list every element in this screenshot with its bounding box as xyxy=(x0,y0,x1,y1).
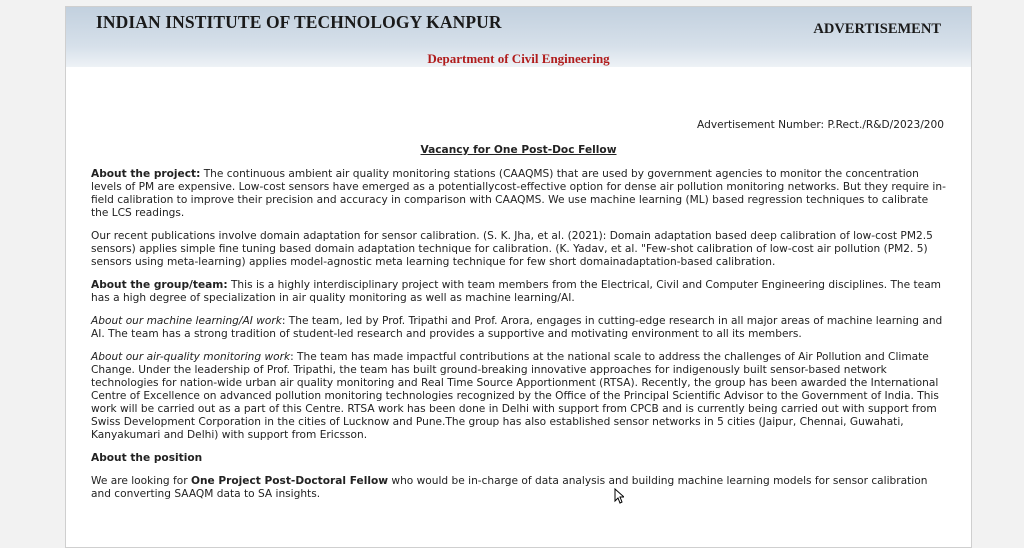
aq-work-paragraph xyxy=(91,351,946,442)
publications-paragraph: Our recent publications involve domain adaptation for sensor calibration. (S. K. Jha, et al. (2021): Domain adaptation based deep calibration of low-cost PM2.5 sensors) applies simple fine tuning based domain adaptation technique for calibration. (K. Yadav, et al. "Few-shot calibration of low-cost air pollution (PM2. 5) sensors using meta-learning) applies model-agnostic meta learning technique for few short domainadaptation-based calibration. xyxy=(91,230,933,268)
aq-work-heading: About our air-quality monitoring work xyxy=(91,351,291,363)
group-text: This is a highly interdisciplinary project with team members from the Electrical, Civil and Computer Engineering disciplines. The team has a high degree of specialization in air quality monitoring as well as machine learning/AI. xyxy=(91,279,942,304)
institute-name: INDIAN INSTITUTE OF TECHNOLOGY KANPUR xyxy=(96,12,502,32)
position-heading: About the position xyxy=(91,452,203,464)
ml-work-heading: About our machine learning/AI work xyxy=(91,315,282,327)
ml-work-paragraph xyxy=(91,315,946,341)
advertisement-label: ADVERTISEMENT xyxy=(813,21,941,37)
position-intro: We are looking for xyxy=(91,475,191,487)
mouse-cursor-icon xyxy=(614,488,624,504)
page-header xyxy=(66,7,971,67)
position-title: One Project Post-Doctoral Fellow xyxy=(190,475,389,487)
position-heading-paragraph xyxy=(91,452,946,465)
advertisement-number: Advertisement Number: P.Rect./R&D/2023/200 xyxy=(697,119,944,131)
position-text: who would be in-charge of data analysis and building machine learning models for sensor calibration and converting SAAQM data to SA insights. xyxy=(91,475,928,500)
department-name: Department of Civil Engineering xyxy=(427,51,610,66)
vacancy-title: Vacancy for One Post-Doc Fellow xyxy=(420,144,617,156)
group-heading: About the group/team: xyxy=(91,279,228,291)
ml-work-text: : The team, led by Prof. Tripathi and Prof. Arora, engages in cutting-edge research in all major areas of machine learning and AI. The team has a strong tradition of student-led research and provides a supportive and motivating environment to all its members. xyxy=(91,315,943,340)
group-paragraph xyxy=(91,279,946,305)
project-text: The continuous ambient air quality monitoring stations (CAAQMS) that are used by government agencies to monitor the concentration levels of PM are expensive. Low-cost sensors have emerged as a potentiallycost-effective option for dense air pollution monitoring networks. But they require in-field calibration to improve their precision and accuracy in comparison with CAAQMS. We use machine learning (ML) based regression techniques to calibrate the LCS readings. xyxy=(91,168,946,219)
advertisement-content xyxy=(91,117,946,511)
project-paragraph xyxy=(91,168,946,220)
advertisement-page xyxy=(65,6,972,548)
project-heading: About the project: xyxy=(91,168,201,180)
position-paragraph xyxy=(91,475,946,501)
aq-work-text: : The team has made impactful contributions at the national scale to address the challenges of Air Pollution and Climate Change. Under the leadership of Prof. Tripathi, the team has built ground-breaking innovative approaches for indigenously built sensor-based network technologies for nation-wide urban air quality monitoring and Real Time Source Apportionment (RTSA). Recently, the group has been awarded the International Centre of Excellence on advanced pollution monitoring technologies recognized by the Office of the Principal Scientific Advisor to the Government of India. This work will be carried out as a part of this Centre. RTSA work has been done in Delhi with support from CPCB and is currently being carried out with support from Swiss Development Corporation in the cities of Lucknow and Pune.The group has also established sensor networks in 5 cities (Jaipur, Chennai, Guwahati, Kanyakumari and Delhi) with support from Ericsson. xyxy=(91,351,939,441)
